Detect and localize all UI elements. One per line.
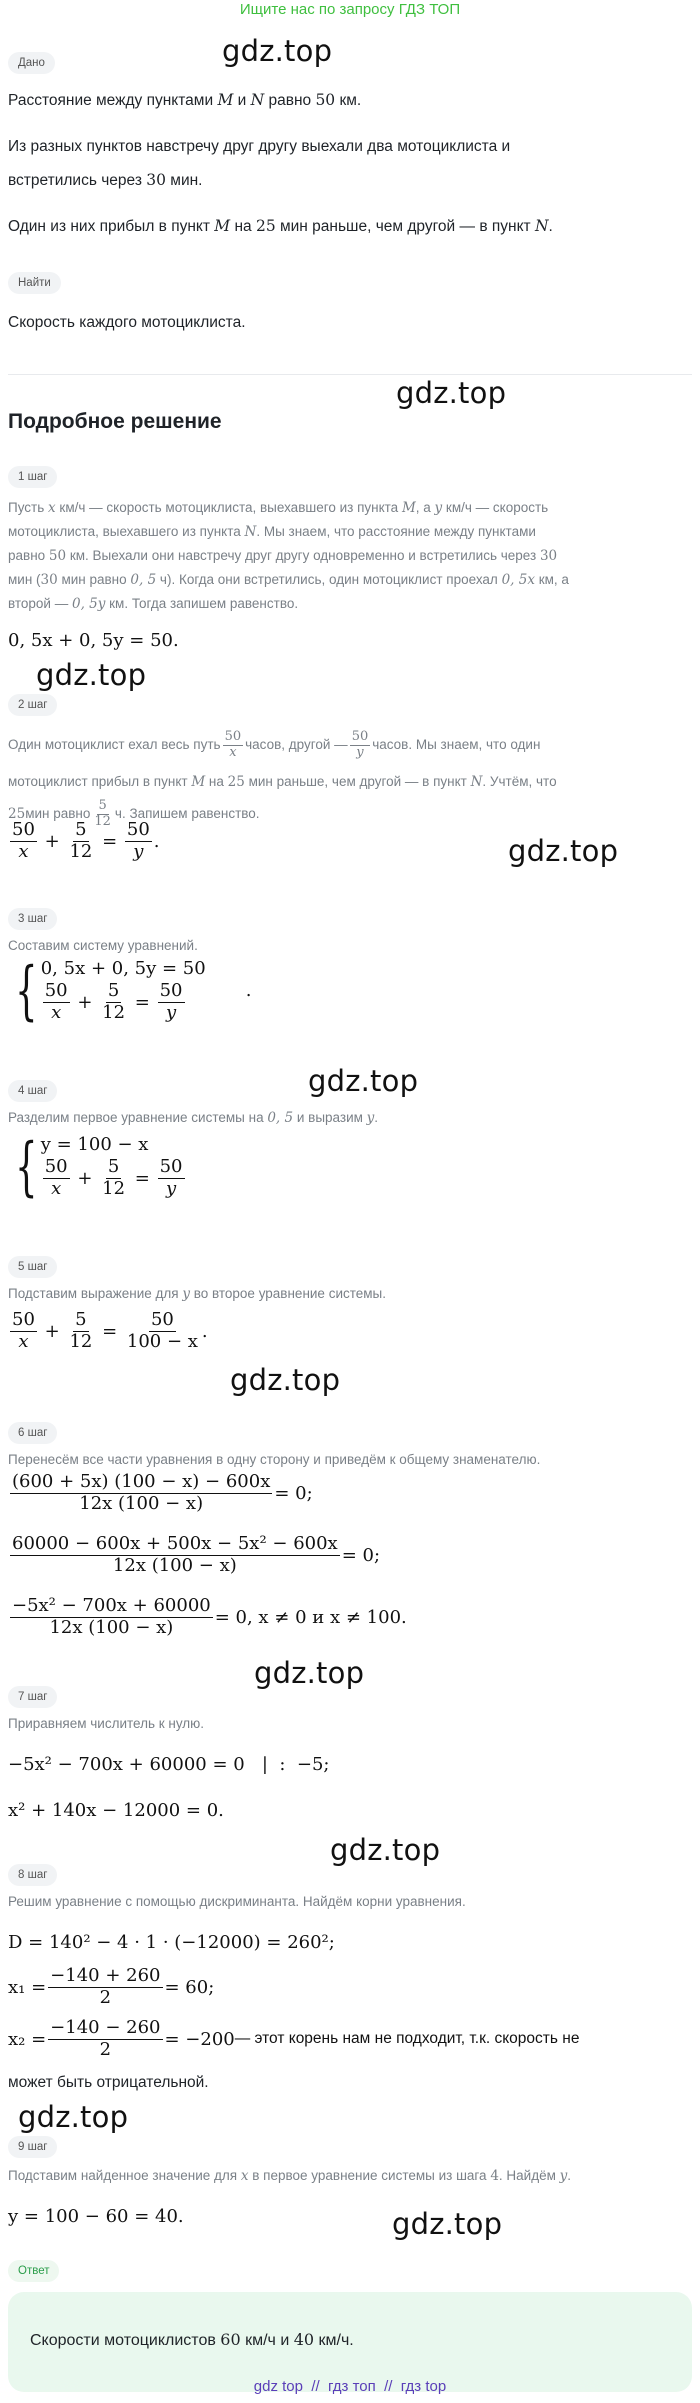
equation-1: 0, 5x + 0, 5y = 50. [8,630,179,651]
watermark: gdz.top [508,834,619,868]
answer-text: Скорости мотоциклистов 60 км/ч и 40 км/ч. [30,2330,354,2349]
watermark: gdz.top [396,376,507,410]
answer-label: Ответ [8,2260,59,2282]
equation-2: $\frac{50}{x}$ + $\frac{5}{12}$ = $\frac{50}{y}$ . [12,819,160,862]
step-3-label: 3 шаг [8,908,57,930]
step-7-text: Приравняем числитель к нулю. [8,1716,205,1731]
step-2-label: 2 шаг [8,694,57,716]
equation-9: y = 100 − 60 = 40. [8,2206,184,2227]
equation-6a: $\frac{(600 + 5x) (100 - x) - 600x}{12x (100 - x)}$ = 0; [12,1471,313,1514]
discriminant: D = 140² − 4 · 1 · (−12000) = 260²; [8,1932,335,1953]
given-label: Дано [8,52,55,74]
watermark: gdz.top [222,34,333,68]
watermark: gdz.top [230,1363,341,1397]
given-line-3: встретились через 30 мин. [8,171,203,189]
root-x1: x₁ = $\frac{-140 + 260}{2}$ = 60; [8,1965,215,2008]
step-6-label: 6 шаг [8,1422,57,1444]
step-9-text: Подставим найденное значение для x в первое уравнение системы из шага 4. Найдём y. [8,2168,572,2184]
watermark: gdz.top [18,2100,129,2134]
find-label: Найти [8,272,61,294]
equation-6b: $\frac{\text{60000 − 600x + 500x − 5x² − 600x}}{12x (100 - x)}$ = 0; [12,1533,381,1576]
step-1-label: 1 шаг [8,466,57,488]
step-9-label: 9 шаг [8,2136,57,2158]
root-x2-note: может быть отрицательной. [8,2074,209,2091]
step-3-text: Составим систему уравнений. [8,938,198,953]
watermark: gdz.top [308,1064,419,1098]
equation-7b: x² + 140x − 12000 = 0. [8,1800,224,1821]
solution-title: Подробное решение [8,410,222,433]
given-line-2: Из разных пунктов навстречу друг другу выехали два мотоциклиста и [8,138,511,155]
divider [8,374,692,375]
top-banner[interactable]: Ищите нас по запросу ГДЗ ТОП [239,1,461,18]
step-8-label: 8 шаг [8,1864,57,1886]
equation-5: $\frac{50}{x}$ + $\frac{5}{12}$ = $\frac{50}{100 - x}$ . [12,1309,208,1352]
watermark: gdz.top [330,1833,441,1867]
equation-6c: $\frac{\text{−5x² − 700x + 60000}}{12x (100 - x)}$ = 0, x ≠ 0 и x ≠ 100. [12,1595,407,1638]
footer-links[interactable]: gdz top // гдз топ // гдз top [253,2378,447,2395]
step-5-text: Подставим выражение для y во второе уравнение системы. [8,1286,387,1302]
watermark: gdz.top [392,2207,503,2241]
step-6-text: Перенесём все части уравнения в одну сторону и приведём к общему знаменателю. [8,1452,541,1467]
watermark: gdz.top [254,1656,365,1690]
equation-7a: −5x² − 700x + 60000 = 0 | : −5; [8,1754,330,1775]
given-line-1: Расстояние между пунктами M и N равно 50 км. [8,91,362,109]
step-1-text: Пусть x км/ч — скорость мотоциклиста, выехавшего из пункта M, а y км/ч — скорость мотоциклиста, выехавшего из пункта N. Мы знаем, что расстояние между пунктами равно 50 км. Выехали они навстречу друг другу одновременно и встретились через 30 мин (30 мин равно 0, 5 ч). Когда они встретились, один мотоциклист проехал 0, 5x км, а второй — 0, 5y км. Тогда запишем равенство. [8,500,569,612]
step-8-text: Решим уравнение с помощью дискриминанта. Найдём корни уравнения. [8,1894,466,1909]
system-2: { y = 100 − x $\frac{50}{x}$ + $\frac{5}{12}$ = $\frac{50}{y}$ [15,1129,183,1204]
system-1: { 0, 5x + 0, 5y = 50 $\frac{50}{x}$ + $\frac{5}{12}$ = $\frac{50}{y}$ . [15,953,252,1028]
root-x2: x₂ = $\frac{-140 - 260}{2}$ = −200 — этот корень нам не подходит, т.к. скорость не [8,2017,580,2060]
step-7-label: 7 шаг [8,1686,57,1708]
step-4-text: Разделим первое уравнение системы на 0, 5 и выразим y. [8,1110,379,1126]
given-line-4: Один из них прибыл в пункт M на 25 мин раньше, чем другой — в пункт N. [8,217,553,235]
step-4-label: 4 шаг [8,1080,57,1102]
watermark: gdz.top [36,658,147,692]
step-2-text: Один мотоциклист ехал весь путь $\frac{50}{x}$ часов, другой — $\frac{50}{y}$ часов. Мы знаем, что один мотоциклист прибыл в пункт M на 25 мин раньше, чем другой — в пункт N. Учтём, что 25 мин равно $\frac{5}{12}$ ч. Запишем равенство. [8,728,557,829]
step-5-label: 5 шаг [8,1256,57,1278]
find-text: Скорость каждого мотоциклиста. [8,314,246,331]
